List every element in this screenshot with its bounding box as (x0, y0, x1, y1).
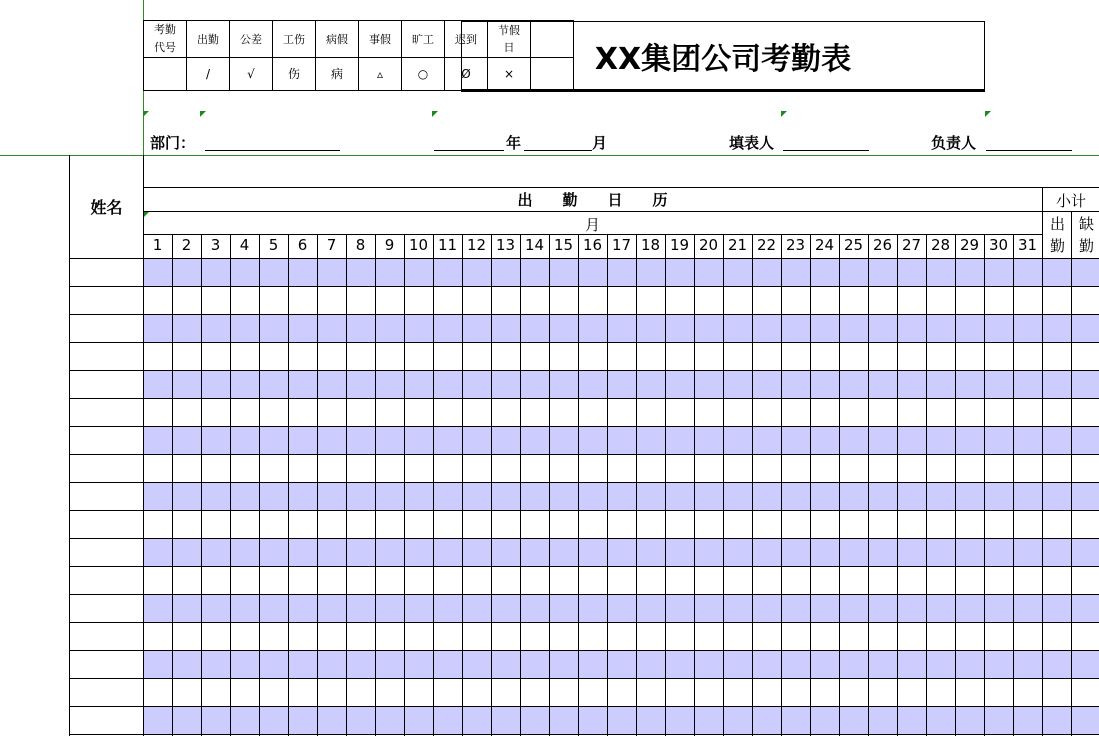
day-number: 16 (582, 236, 603, 254)
name-cell[interactable] (70, 343, 143, 370)
name-cell[interactable] (70, 399, 143, 426)
name-cell[interactable] (70, 483, 143, 510)
calendar-header: 出 勤 日 历 (517, 191, 668, 209)
legend-symbol-cell: ▵ (359, 58, 402, 91)
day-number: 13 (495, 236, 516, 254)
grid-line (70, 678, 1099, 679)
grid-line (578, 234, 579, 736)
department-field[interactable] (205, 150, 340, 151)
grid-line (984, 234, 985, 736)
legend-label-cell: 旷工 (402, 21, 445, 58)
grid-line (694, 234, 695, 736)
year-field[interactable] (434, 150, 504, 151)
grid-line (520, 234, 521, 736)
day-number: 9 (384, 236, 395, 254)
name-cell[interactable] (70, 623, 143, 650)
legend-symbol-cell: 伤 (273, 58, 316, 91)
responsible-label: 负责人 (931, 134, 977, 152)
day-number: 6 (297, 236, 308, 254)
cell-comment-marker (781, 111, 787, 117)
legend-label-cell: 公差 (230, 21, 273, 58)
grid-line (70, 622, 1099, 623)
grid-line (201, 234, 202, 736)
day-number: 28 (930, 236, 951, 254)
grid-line (1071, 211, 1072, 736)
grid-line (955, 234, 956, 736)
name-cell[interactable] (70, 287, 143, 314)
day-number: 27 (901, 236, 922, 254)
grid-line (723, 234, 724, 736)
page-title: XX集团公司考勤表 (461, 21, 985, 90)
grid-line (404, 234, 405, 736)
grid-line (897, 234, 898, 736)
grid-line (172, 234, 173, 736)
day-number: 30 (988, 236, 1009, 254)
day-number: 10 (408, 236, 429, 254)
legend-label-cell: 考勤代号 (144, 21, 187, 58)
name-cell[interactable] (70, 511, 143, 538)
name-cell[interactable] (70, 707, 143, 734)
grid-line (491, 234, 492, 736)
day-number: 1 (152, 236, 163, 254)
name-cell[interactable] (70, 455, 143, 482)
day-number: 29 (959, 236, 980, 254)
cell-comment-marker (432, 111, 438, 117)
grid-line (607, 234, 608, 736)
legend-label-cell: 工伤 (273, 21, 316, 58)
day-number: 2 (181, 236, 192, 254)
attend-column-header: 出勤 (1050, 215, 1066, 255)
day-number: 31 (1017, 236, 1038, 254)
grid-line (549, 234, 550, 736)
grid-line (70, 258, 1099, 259)
legend-symbol-cell (144, 58, 187, 91)
name-cell[interactable] (70, 371, 143, 398)
day-number: 24 (814, 236, 835, 254)
grid-line (70, 286, 1099, 287)
day-number: 5 (268, 236, 279, 254)
responsible-field[interactable] (986, 150, 1072, 151)
grid-line (70, 370, 1099, 371)
grid-line (926, 234, 927, 736)
grid-line (433, 234, 434, 736)
day-number: 8 (355, 236, 366, 254)
grid-line (752, 234, 753, 736)
legend-label-cell: 节假日 (488, 21, 531, 58)
day-number: 19 (669, 236, 690, 254)
month-label: 月 (592, 134, 608, 152)
name-cell[interactable] (70, 679, 143, 706)
day-number: 21 (727, 236, 748, 254)
department-label: 部门： (150, 134, 196, 152)
grid-line (70, 482, 1099, 483)
day-number: 12 (466, 236, 487, 254)
name-cell[interactable] (70, 427, 143, 454)
sheet-guide-horizontal (0, 155, 1099, 156)
grid-line (70, 538, 1099, 539)
day-number: 15 (553, 236, 574, 254)
day-number: 3 (210, 236, 221, 254)
day-number: 14 (524, 236, 545, 254)
day-number: 11 (437, 236, 458, 254)
grid-line (665, 234, 666, 736)
month-row-label: 月 (584, 216, 600, 234)
grid-line (346, 234, 347, 736)
grid-line (230, 234, 231, 736)
grid-line (70, 398, 1099, 399)
name-cell[interactable] (70, 567, 143, 594)
day-number: 4 (239, 236, 250, 254)
grid-line (317, 234, 318, 736)
grid-line (70, 314, 1099, 315)
grid-line (259, 234, 260, 736)
name-cell[interactable] (70, 595, 143, 622)
grid-line (70, 510, 1099, 511)
day-number: 20 (698, 236, 719, 254)
legend-symbol-cell: × (488, 58, 531, 91)
grid-line (462, 234, 463, 736)
grid-line (70, 342, 1099, 343)
name-header: 姓名 (90, 198, 123, 217)
grid-line (70, 650, 1099, 651)
day-number: 23 (785, 236, 806, 254)
grid-line (636, 234, 637, 736)
grid-line (143, 187, 1099, 188)
grid-line (70, 454, 1099, 455)
legend-label-cell: 事假 (359, 21, 402, 58)
day-number: 22 (756, 236, 777, 254)
grid-line (1013, 234, 1014, 736)
name-cell[interactable] (70, 651, 143, 678)
grid-line (70, 706, 1099, 707)
legend-symbol-cell: / (187, 58, 230, 91)
day-number: 18 (640, 236, 661, 254)
grid-line (839, 234, 840, 736)
legend-label-cell: 病假 (316, 21, 359, 58)
legend-symbol-cell: Ø (445, 58, 488, 91)
subtotal-header: 小计 (1055, 192, 1086, 210)
grid-line (288, 234, 289, 736)
name-cell[interactable] (70, 539, 143, 566)
legend-label-cell: 迟到 (445, 21, 488, 58)
legend-symbol-cell: 病 (316, 58, 359, 91)
cell-comment-marker (985, 111, 991, 117)
grid-line (70, 426, 1099, 427)
grid-line (375, 234, 376, 736)
grid-line (70, 594, 1099, 595)
cell-comment-marker (200, 111, 206, 117)
filler-label: 填表人 (729, 134, 775, 152)
name-cell[interactable] (70, 259, 143, 286)
day-number: 25 (843, 236, 864, 254)
legend-symbol-cell: ○ (402, 58, 445, 91)
month-field[interactable] (524, 150, 592, 151)
legend-label-cell: 出勤 (187, 21, 230, 58)
grid-line (143, 211, 1099, 212)
grid-line (70, 566, 1099, 567)
absent-column-header: 缺勤 (1079, 215, 1095, 255)
grid-line (810, 234, 811, 736)
cell-comment-marker (143, 111, 149, 117)
name-cell[interactable] (70, 315, 143, 342)
filler-field[interactable] (783, 150, 869, 151)
grid-line (70, 734, 1099, 735)
day-number: 26 (872, 236, 893, 254)
grid-line (1042, 187, 1043, 736)
grid-line (868, 234, 869, 736)
day-number: 17 (611, 236, 632, 254)
grid-line (781, 234, 782, 736)
year-label: 年 (506, 134, 522, 152)
day-number: 7 (326, 236, 337, 254)
legend-symbol-cell: √ (230, 58, 273, 91)
